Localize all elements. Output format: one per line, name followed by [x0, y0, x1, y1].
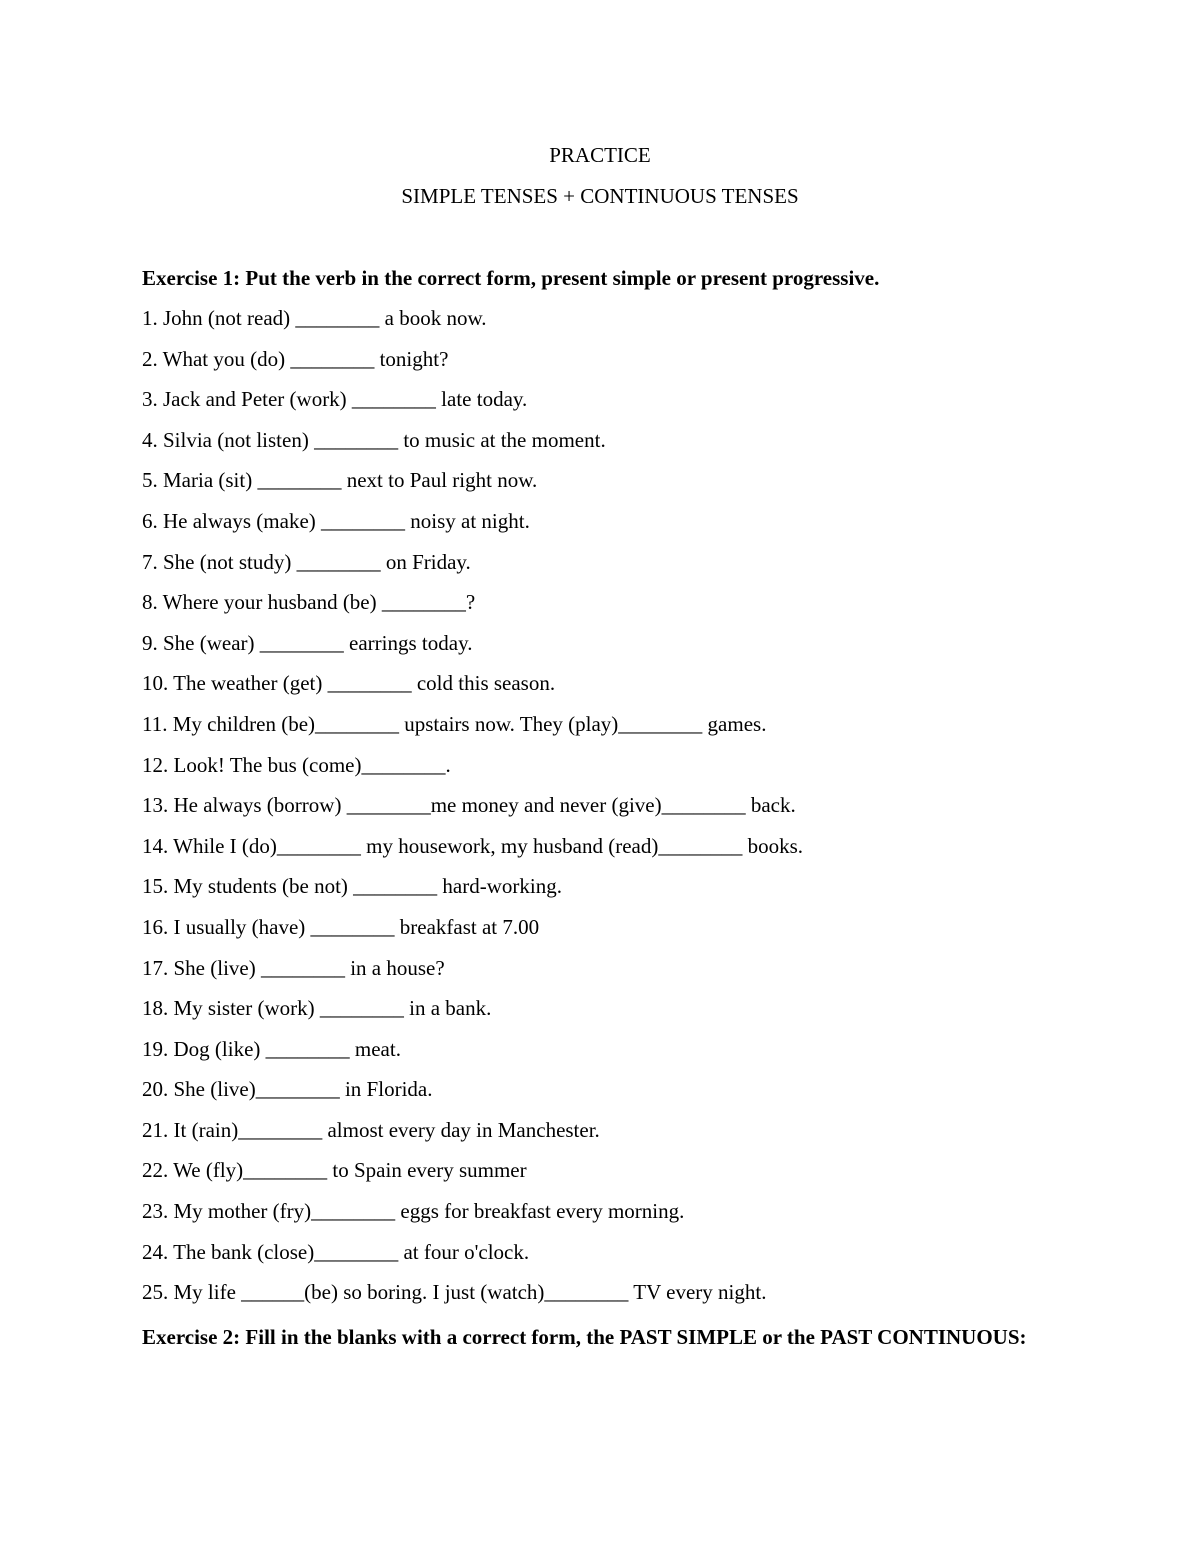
- list-item: 12. Look! The bus (come)________.: [142, 752, 451, 777]
- list-item: 9. She (wear) ________ earrings today.: [142, 630, 473, 655]
- list-item: 13. He always (borrow) ________me money and never (give)________ back.: [142, 793, 796, 818]
- list-item: 25. My life ______(be) so boring. I just (watch)________ TV every night.: [142, 1280, 767, 1305]
- list-item: 5. Maria (sit) ________ next to Paul right now.: [142, 468, 538, 493]
- list-item: 6. He always (make) ________ noisy at night.: [142, 508, 530, 533]
- list-item: 3. Jack and Peter (work) ________ late today.: [142, 387, 528, 412]
- exercise-1-heading: Exercise 1: Put the verb in the correct form, present simple or present progressive.: [142, 266, 880, 290]
- exercise-2-heading: Exercise 2: Fill in the blanks with a correct form, the PAST SIMPLE or the PAST CONTINUOUS:: [142, 1325, 1027, 1349]
- list-item: 18. My sister (work) ________ in a bank.: [142, 996, 492, 1021]
- list-item: 14. While I (do)________ my housework, my husband (read)________ books.: [142, 833, 804, 858]
- list-item: 11. My children (be)________ upstairs now. They (play)________ games.: [142, 711, 767, 736]
- list-item: 1. John (not read) ________ a book now.: [142, 306, 487, 330]
- exercise-1-list: [142, 305, 803, 1320]
- list-item: 24. The bank (close)________ at four o'clock.: [142, 1239, 530, 1264]
- list-item: 21. It (rain)________ almost every day in Manchester.: [142, 1117, 600, 1142]
- list-item: 19. Dog (like) ________ meat.: [142, 1036, 401, 1061]
- list-item: 8. Where your husband (be) ________?: [142, 590, 476, 615]
- list-item: 10. The weather (get) ________ cold this season.: [142, 671, 556, 696]
- list-item: 17. She (live) ________ in a house?: [142, 955, 445, 980]
- list-item: 4. Silvia (not listen) ________ to music at the moment.: [142, 427, 606, 452]
- list-item: 2. What you (do) ________ tonight?: [142, 346, 449, 371]
- list-item: 16. I usually (have) ________ breakfast at 7.00: [142, 914, 540, 939]
- list-item: 15. My students (be not) ________ hard-working.: [142, 874, 562, 899]
- list-item: 23. My mother (fry)________ eggs for breakfast every morning.: [142, 1199, 685, 1224]
- page-title: PRACTICE: [549, 143, 651, 167]
- list-item: 7. She (not study) ________ on Friday.: [142, 549, 471, 574]
- page-subtitle: SIMPLE TENSES + CONTINUOUS TENSES: [401, 184, 799, 208]
- list-item: 22. We (fly)________ to Spain every summer: [142, 1158, 527, 1183]
- list-item: 20. She (live)________ in Florida.: [142, 1077, 433, 1102]
